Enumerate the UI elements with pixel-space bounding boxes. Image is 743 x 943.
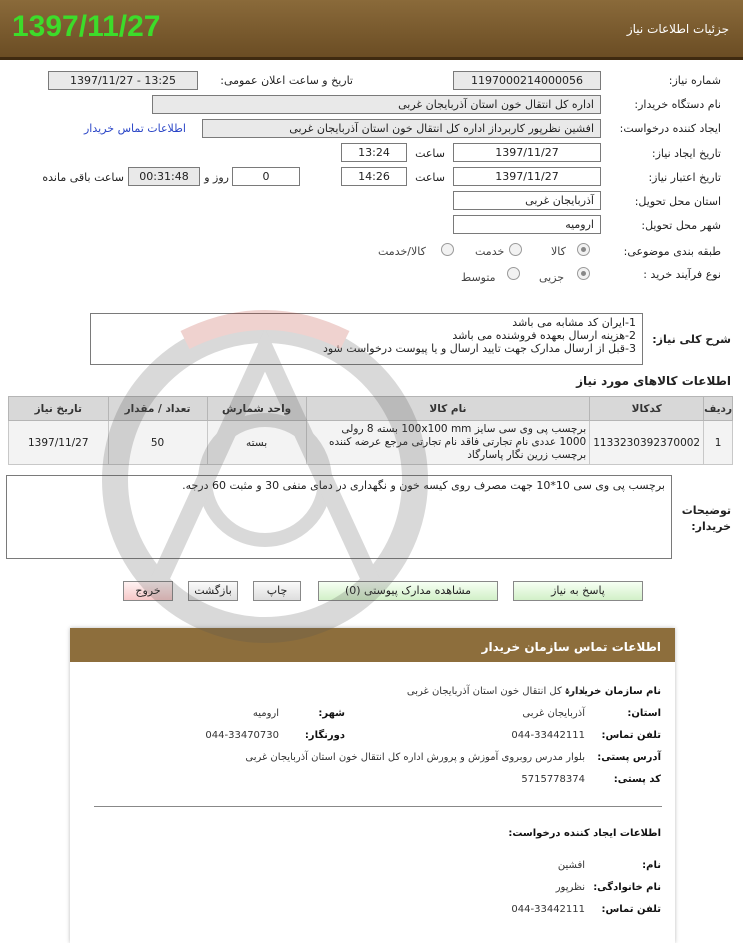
contact-province-label: استان: xyxy=(627,708,661,719)
category-option-service: خدمت xyxy=(475,245,505,258)
contact-address-label: آدرس پستی: xyxy=(597,752,661,763)
contact-phone-value: 044-33442111 xyxy=(511,730,585,741)
items-table xyxy=(8,396,733,465)
print-button[interactable]: چاپ xyxy=(253,581,301,601)
contact-phone-label: تلفن تماس: xyxy=(601,730,661,741)
days-label: روز و xyxy=(204,171,229,184)
announce-field[interactable]: 1397/11/27 - 13:25 xyxy=(48,71,198,90)
contact-fax-value: 044-33470730 xyxy=(205,730,279,741)
category-radio-goods[interactable] xyxy=(577,243,590,256)
page-title: جزئیات اطلاعات نیاز xyxy=(626,22,729,36)
purchase-type-label: نوع فرآیند خرید : xyxy=(643,268,721,281)
validity-label: تاریخ اعتبار نیاز: xyxy=(648,171,721,184)
contact-postal-value: 5715778374 xyxy=(521,774,585,785)
cell-name xyxy=(306,421,590,465)
cell-code: 1133230392370002 xyxy=(590,421,704,465)
cell-name-line: برچسب پی وی سی سایز 100x100 mm بسته 8 رولی xyxy=(341,423,587,435)
city-field[interactable]: ارومیه xyxy=(453,215,601,234)
col-header-qty: تعداد / مقدار xyxy=(108,397,207,421)
header-date: 1397/11/27 xyxy=(12,10,161,43)
creator-field[interactable]: افشین نظرپور کاربرداز اداره کل انتقال خون استان آذربایجان غربی xyxy=(202,119,601,138)
col-header-row-number: ردیف xyxy=(704,397,733,421)
contact-address-value: بلوار مدرس روبروی آموزش و پرورش اداره کل انتقال خون استان آذربایجان غربی xyxy=(245,752,585,763)
contact-divider xyxy=(94,806,662,807)
contact-panel-title: اطلاعات تماس سازمان خریدار xyxy=(70,628,675,662)
contact-province-value: آذربایجان غربی xyxy=(522,708,585,719)
cell-row-number: 1 xyxy=(704,421,733,465)
cell-name-line: 1000 عددی نام تجارتی فاقد نام تجارتی مرجع عرضه کننده xyxy=(329,436,587,448)
description-line: 2-هزینه ارسال بعهده فروشنده می باشد xyxy=(452,329,636,342)
created-date-label: تاریخ ایجاد نیاز: xyxy=(651,147,721,160)
creator-family-value: نظرپور xyxy=(555,882,585,893)
purchase-option-medium: متوسط xyxy=(461,271,496,284)
col-header-date: تاریخ نیاز xyxy=(9,397,109,421)
category-option-goods: کالا xyxy=(551,245,566,258)
buyer-org-field[interactable]: اداره کل انتقال خون استان آذربایجان غربی xyxy=(152,95,601,114)
creator-info-title: اطلاعات ایجاد کننده درخواست: xyxy=(508,828,661,839)
creator-family-label: نام خانوادگی: xyxy=(593,882,661,893)
view-attachments-button[interactable]: مشاهده مدارک پیوستی (0) xyxy=(318,581,498,601)
days-field[interactable]: 0 xyxy=(232,167,300,186)
contact-org-label: نام سازمان خریدار: xyxy=(565,686,661,697)
announce-label: تاریخ و ساعت اعلان عمومی: xyxy=(220,74,353,87)
contact-city-value: ارومیه xyxy=(252,708,279,719)
category-radio-both[interactable] xyxy=(441,243,454,256)
contact-org-value: اداره کل انتقال خون استان آذربایجان غربی xyxy=(406,686,585,697)
table-row[interactable] xyxy=(9,421,733,465)
description-box[interactable] xyxy=(90,313,643,365)
description-line: 3-قبل از ارسال مدارک جهت تایید ارسال و یا پیوست درخواست شود xyxy=(322,342,636,355)
remaining-label: ساعت باقی مانده xyxy=(42,171,124,184)
cell-name-line: برچسب زرین نگار پاسارگاد xyxy=(467,449,587,461)
category-label: طبقه بندی موضوعی: xyxy=(623,245,721,258)
need-number-field[interactable]: 1197000214000056 xyxy=(453,71,601,90)
back-button[interactable]: بازگشت xyxy=(188,581,238,601)
col-header-name: نام کالا xyxy=(306,397,590,421)
province-label: استان محل تحویل: xyxy=(634,195,721,208)
category-option-both: کالا/خدمت xyxy=(378,245,426,258)
reply-button[interactable]: پاسخ به نیاز xyxy=(513,581,643,601)
creator-label: ایجاد کننده درخواست: xyxy=(619,122,721,135)
description-label: شرح کلی نیاز: xyxy=(652,333,731,346)
buyer-org-label: نام دستگاه خریدار: xyxy=(634,98,721,111)
created-time-field[interactable]: 13:24 xyxy=(341,143,407,162)
description-line: 1-ایران کد مشابه می باشد xyxy=(512,316,636,329)
cell-unit: بسته xyxy=(207,421,306,465)
contact-postal-label: کد پستی: xyxy=(613,774,661,785)
buyer-notes-box[interactable]: برچسب پی وی سی 10*10 جهت مصرف روی کیسه خون و نگهداری در دمای منفی 30 و مثبت 60 درجه. xyxy=(6,475,672,559)
validity-time-label: ساعت xyxy=(415,171,445,184)
remaining-time-field[interactable]: 00:31:48 xyxy=(128,167,200,186)
page-header xyxy=(0,0,743,60)
purchase-radio-medium[interactable] xyxy=(507,267,520,280)
city-label: شهر محل تحویل: xyxy=(641,219,721,232)
buyer-contact-panel xyxy=(70,628,675,943)
items-section-title: اطلاعات کالاهای مورد نیاز xyxy=(576,374,731,388)
cell-date: 1397/11/27 xyxy=(9,421,109,465)
contact-fax-label: دورنگار: xyxy=(304,730,345,741)
col-header-unit: واحد شمارش xyxy=(207,397,306,421)
exit-button[interactable]: خروج xyxy=(123,581,173,601)
validity-time-field[interactable]: 14:26 xyxy=(341,167,407,186)
need-number-label: شماره نیاز: xyxy=(668,74,721,87)
creator-phone-label: تلفن تماس: xyxy=(601,904,661,915)
created-date-field[interactable]: 1397/11/27 xyxy=(453,143,601,162)
created-time-label: ساعت xyxy=(415,147,445,160)
purchase-option-minor: جزیی xyxy=(539,271,565,284)
creator-name-label: نام: xyxy=(642,860,661,871)
validity-date-field[interactable]: 1397/11/27 xyxy=(453,167,601,186)
category-radio-service[interactable] xyxy=(509,243,522,256)
contact-city-label: شهر: xyxy=(318,708,345,719)
creator-phone-value: 044-33442111 xyxy=(511,904,585,915)
buyer-contact-link[interactable]: اطلاعات تماس خریدار xyxy=(84,122,186,135)
purchase-radio-minor[interactable] xyxy=(577,267,590,280)
creator-name-value: افشین xyxy=(557,860,585,871)
cell-qty: 50 xyxy=(108,421,207,465)
province-field[interactable]: آذربایجان غربی xyxy=(453,191,601,210)
col-header-code: کدکالا xyxy=(590,397,704,421)
items-header-row xyxy=(9,397,733,421)
buyer-notes-label: توضیحات خریدار: xyxy=(681,504,731,533)
